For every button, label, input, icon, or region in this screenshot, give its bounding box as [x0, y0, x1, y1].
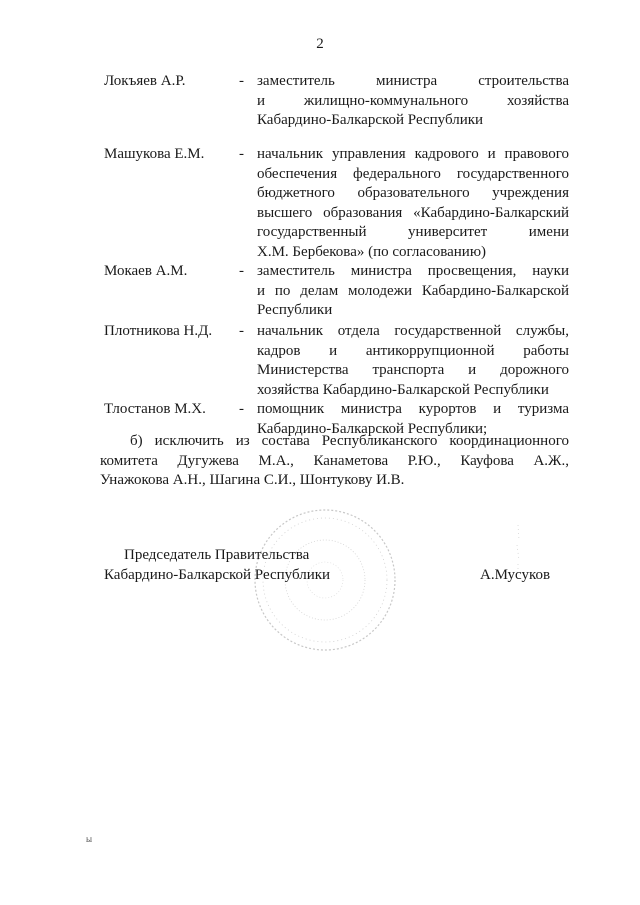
member-name: Тлостанов М.Х.	[104, 401, 206, 417]
member-role-line: высшего образования «Кабардино-Балкарский	[257, 204, 569, 221]
member-role-line: государственный университет имени	[257, 224, 569, 240]
member-role-line: Кабардино-Балкарской Республики;	[257, 420, 488, 437]
member-role-line: и по делам молодежи Кабардино-Балкарской	[257, 282, 569, 299]
dash-separator: -	[239, 263, 244, 279]
signatory-name: А.Мусуков	[480, 567, 551, 583]
signatory-title	[104, 546, 330, 585]
member-role-line: обеспечения федерального государственного	[257, 165, 569, 182]
paragraph-line: Унажокова А.Н., Шагина С.И., Шонтукову И.В.	[100, 472, 405, 488]
member-role-line: Министерства транспорта и дорожного	[257, 362, 569, 378]
member-role-line: начальник отдела государственной службы,	[257, 323, 569, 339]
signatory-title-line: Председатель Правительства	[124, 547, 310, 563]
dash-separator: -	[239, 146, 244, 162]
member-role	[257, 262, 569, 321]
member-role-line: заместитель министра строительства	[257, 73, 569, 89]
member-role	[257, 322, 569, 400]
member-role	[257, 145, 569, 262]
member-role-line: начальник управления кадрового и правового	[257, 146, 569, 162]
member-role-line: заместитель министра просвещения, науки	[257, 263, 569, 279]
signature-block	[0, 540, 640, 660]
member-role-line: Х.М. Бербекова» (по согласованию)	[257, 243, 487, 260]
member-name: Машукова Е.М.	[104, 146, 205, 162]
member-role-line: кадров и антикоррупционной работы	[257, 342, 569, 359]
member-name: Мокаев А.М.	[104, 263, 188, 279]
dash-separator: -	[239, 401, 244, 417]
paragraph-line: комитета Дугужева М.А., Канаметова Р.Ю., Кауфова А.Ж.,	[100, 452, 569, 469]
page-number: 2	[316, 36, 324, 52]
member-role-line: помощник министра курортов и туризма	[257, 401, 569, 417]
member-role-line: Кабардино-Балкарской Республики	[257, 112, 484, 128]
member-role-line: хозяйства Кабардино-Балкарской Республики	[257, 381, 549, 398]
dash-separator: -	[239, 73, 244, 89]
exclusion-paragraph	[100, 432, 569, 491]
member-name: Плотникова Н.Д.	[104, 323, 213, 339]
member-name: Локъяев А.Р.	[104, 73, 186, 89]
signatory-title-line: Кабардино-Балкарской Республики	[104, 566, 331, 583]
corner-mark: ы	[86, 834, 93, 844]
member-role	[257, 72, 569, 131]
paragraph-line: б) исключить из состава Республиканского координационного	[130, 433, 569, 449]
member-role-line: Республики	[257, 302, 333, 318]
member-role-line: и жилищно-коммунального хозяйства	[257, 92, 569, 109]
member-role-line: бюджетного образовательного учреждения	[257, 185, 569, 201]
dash-separator: -	[239, 323, 244, 339]
